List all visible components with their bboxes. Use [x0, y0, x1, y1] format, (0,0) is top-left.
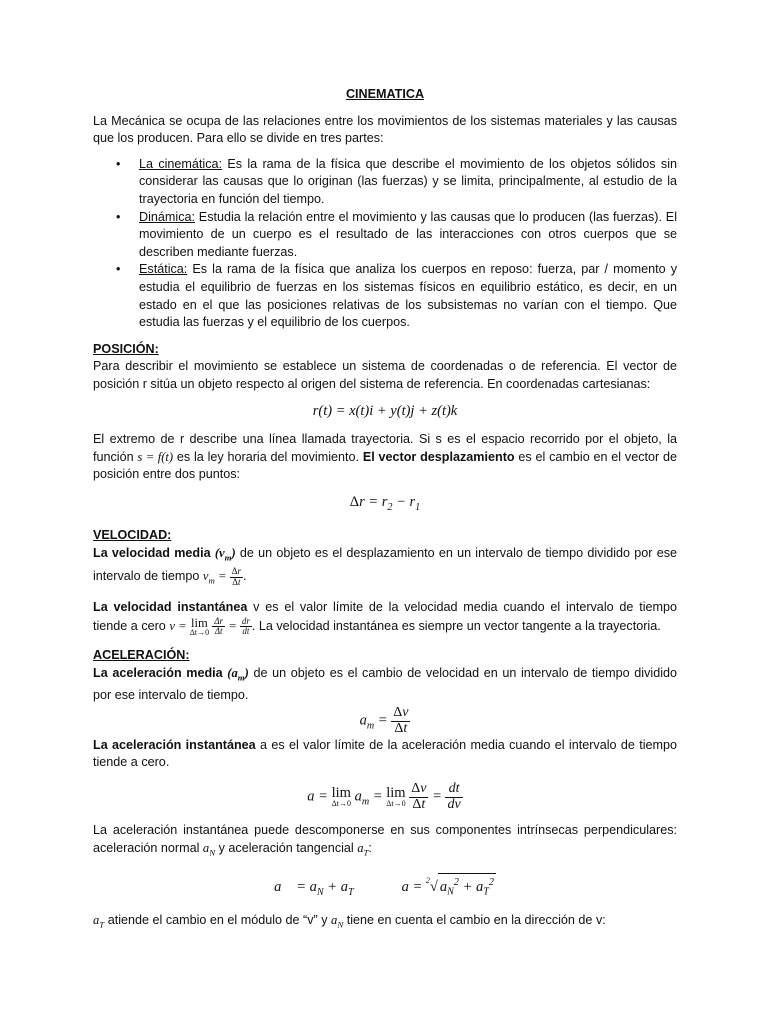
mean-velocity-formula: $v_m$ = $\frac{\Delta r}{\Delta t}$	[202, 566, 241, 587]
aceleracion-media-paragraph	[93, 665, 677, 705]
math-symbol: $a_N$	[202, 841, 216, 858]
math-symbol: $a_T$	[93, 912, 105, 930]
list-item-text: Es la rama de la física que analiza los cuerpos en reposo: fuerza, par / momento y estudia el equilibrio de fuerzas en los sistemas físicos en equilibrio estático, es decir, en un estado en el que las posiciones relativas de los subsistemas no varían con el tiempo. Que estudia las fuerzas y el equilibrio de los cuerpos.	[139, 262, 677, 330]
list-item	[93, 209, 677, 262]
list-item-term: Estática:	[139, 262, 188, 277]
branches-list	[93, 156, 677, 332]
intro-paragraph: La Mecánica se ocupa de las relaciones entre los movimientos de los sistemas materiales y las causas que los producen. Para ello se divide en tres partes:	[93, 113, 677, 146]
section-heading-velocidad: VELOCIDAD:	[93, 528, 172, 543]
bold-term: La velocidad instantánea	[93, 600, 248, 614]
instant-velocity-formula: v = lim Δt→0 $\frac{\Delta r}{\Delta t}$ = $\frac{dr}{dt}$	[169, 615, 250, 638]
text-run: v es el valor límite de la velocidad media cuando el intervalo de tiempo tiende a cero	[93, 600, 677, 633]
aceleracion-instantanea-paragraph	[93, 737, 677, 772]
position-vector-equation: r(t) = x(t)i + y(t)j + z(t)k	[312, 402, 458, 419]
displacement-equation: $\Delta r = r_2 - r_1$	[349, 493, 421, 513]
bold-term: El vector desplazamiento	[362, 449, 515, 464]
text-run: atiende el cambio en el módulo de “v” y	[104, 912, 332, 927]
bold-term: La aceleración instantánea	[93, 737, 256, 752]
text-run: a es el valor límite de la aceleración media cuando el intervalo de tiempo tiende a cero.	[93, 737, 677, 770]
text-run: es el cambio en el vector de posición entre dos puntos:	[93, 449, 678, 482]
velocidad-instantanea-paragraph	[93, 599, 677, 637]
list-item-term: Dinámica:	[139, 209, 195, 224]
text-run: El extremo de r describe una línea llamada trayectoria. Si s es el espacio recorrido por el objeto, la función	[93, 432, 677, 464]
components-equation: a⃗ = $a_N + a_T$ a = $^2$√ $a_N^2 + a_T^2$	[93, 872, 677, 901]
math-symbol: $(v_m)$	[214, 545, 236, 563]
text-run: La aceleración instantánea puede descomponerse en sus componentes intrínsecas perpendiculares: aceleración normal	[93, 823, 677, 856]
document-title: CINEMATICA	[345, 87, 425, 101]
instant-acceleration-equation: a = lim Δt→0 $a_m$ = lim Δt→0 $\frac{\Delta v}{\Delta t}$ = $\frac{dt}{dv}$	[307, 781, 461, 812]
text-run: tiene en cuenta el cambio en la dirección de v:	[343, 912, 606, 927]
list-item	[93, 261, 677, 331]
text-run: y aceleración tangencial	[215, 841, 358, 856]
text-run: . La velocidad instantánea es siempre un vector tangente a la trayectoria.	[251, 618, 661, 633]
velocidad-media-paragraph: La velocidad media $(v_m)$ de un objeto es el desplazamiento en un intervalo de tiempo dividido por ese intervalo de tiempo $v_m$ = $\frac{\Delta r}{\Delta t}$ .	[93, 545, 677, 587]
math-symbol: $a_N$	[331, 912, 344, 930]
list-item-term: La cinemática:	[139, 156, 223, 171]
last-paragraph	[93, 912, 677, 934]
bold-term: La aceleración media	[93, 665, 223, 680]
posicion-paragraph-1: Para describir el movimiento se establece un sistema de coordenadas o de referencia. El vector de posición r sitúa un objeto respecto al origen del sistema de referencia. En coordenadas cartesianas:	[93, 359, 677, 391]
bullet-icon: •	[116, 156, 121, 171]
list-item-text: Estudia la relación entre el movimiento y las causas que lo producen (las fuerzas). El movimiento de un cuerpo es el resultado de las interacciones con otros cuerpos que se describen mediante fuerzas.	[139, 209, 677, 259]
bullet-icon: •	[116, 209, 121, 224]
text-run: es la ley horaria del movimiento.	[173, 449, 363, 464]
mean-acceleration-equation: $a_m$ = $\frac{\Delta v}{\Delta t}$	[359, 705, 409, 737]
section-heading-posicion: POSICIÓN:	[93, 341, 159, 356]
bullet-icon: •	[116, 262, 121, 277]
bold-term: La velocidad media	[93, 545, 211, 560]
horary-law-math: s = f(t)	[137, 449, 174, 464]
text-run: de un objeto es el cambio de velocidad en un intervalo de tiempo dividido por ese intervalo de tiempo.	[93, 665, 678, 702]
math-symbol: $(a_m)$	[227, 665, 249, 683]
list-item-text: Es la rama de la física que describe el movimiento de los objetos sólidos sin considerar las causas que lo originan (las fuerzas) y se limita, principalmente, al estudio de la trayectoria en función del tiempo.	[139, 156, 678, 206]
document-page	[93, 86, 677, 934]
math-symbol: $a_T$	[357, 841, 369, 858]
list-item	[93, 156, 677, 209]
componentes-paragraph	[93, 822, 677, 862]
posicion-paragraph-2	[93, 431, 677, 484]
text-run: de un objeto es el desplazamiento en un intervalo de tiempo dividido por ese intervalo de tiempo	[93, 545, 677, 583]
section-heading-aceleracion: ACELERACIÓN:	[93, 648, 190, 663]
text-run: :	[368, 841, 372, 856]
